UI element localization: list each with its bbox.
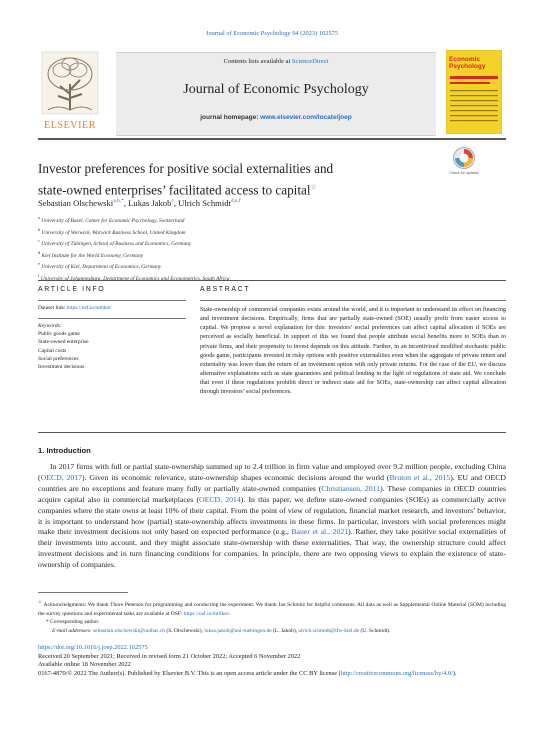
title-line-2: [38, 178, 438, 199]
license-end: ).: [452, 669, 457, 677]
dataset-link-line: [38, 305, 188, 311]
affiliation-text: University of Tübingen, School of Business and Economics, Germany: [41, 240, 192, 247]
author-affiliation-mark[interactable]: a,b,*: [113, 198, 124, 205]
affiliation-text: University of Johannesburg, Department of Economics and Econometrics, South Africa: [40, 275, 230, 282]
ack-mark: ☆: [38, 599, 43, 604]
author-name: Ulrich Schmidt: [178, 198, 231, 208]
intro-text: In 2017 firms with full or partial state-ownership summed up to 2.4 trillion in firm value and employed over 9.2 million people, excluding China (: [38, 462, 506, 482]
dataset-link[interactable]: https://osf.io/mt6kst/: [66, 305, 112, 311]
keyword-item: Social preferences: [38, 355, 79, 362]
osf-link[interactable]: https://osf.io/mt6kst/: [183, 610, 230, 617]
title-rule: [38, 280, 506, 281]
available-online: Available online 18 November 2022: [38, 661, 131, 668]
email-link[interactable]: ulrich.schmidt@ifw-kiel.de: [298, 627, 360, 634]
article-info-heading: ARTICLE INFO: [38, 286, 106, 293]
affiliation-item: [38, 272, 498, 284]
affiliation-item: [38, 226, 498, 238]
corresponding-footnote: [38, 618, 506, 627]
ack-text: Acknowledgments: We thank Thore Petersen for programming and conducting the experiment. We thank Jan Schmitz for helpful comments. All data as well as Supplemental Online Material (SOM) including the survey questions and experimental tasks are available at OSF:: [38, 601, 506, 617]
homepage-line: [116, 114, 436, 121]
article-info-rule: [38, 300, 186, 301]
abstract-text: State-ownership of commercial companies exists around the world, and it is important to understand its effect on financing and investment decisions. Empirically, firms that are partially state-owned (SOE) usually profit from easier access to capital. We propose a novel explanation for this: investors’ social preferences can affect capital allocation if SOEs are perceived as socially beneficial. In support of this we found that people attribute social benefits more to SOEs than to private firms, and their propensity to invest depends on this attitude. Further, in an incentivized modified stochastic public goods game, participants invested in risky options with positive externalities even when the aggregate of private return and externality was lower than the return of an investment option with only private returns. For the case of the EU, we discuss alternative explanations such as state guarantees and political lending in the light of regulations of state aid. We conclude that even if these regulations prohibit direct or indirect state aid for SOEs, state-ownership can affect capital allocation through investors’ social preferences.: [200, 307, 506, 396]
affiliation-mark: d: [38, 249, 41, 255]
license-link[interactable]: http://creativecommons.org/licenses/by/4.0/: [340, 669, 453, 677]
publisher-name: ELSEVIER: [43, 120, 97, 131]
intro-text: ). EU and OECD countries are no exceptions and feature many fully or partially state-owned companies (: [38, 472, 506, 493]
contents-line: [116, 58, 436, 65]
author-list: Sebastian Olschewski$^{a,b,*}$, Lukas Jakob$^c$, Ulrich Schmidt$^{d,e,f}$: [38, 198, 241, 208]
email-owner: (U. Schmidt).: [359, 627, 391, 634]
dataset-label: Dataset link:: [38, 305, 66, 311]
affiliation-text: University of Kiel, Department of Economics, Germany: [41, 263, 162, 270]
affiliation-text: Kiel Institute for the World Economy, Germany: [41, 252, 144, 259]
citation-link[interactable]: OECD, 2017: [40, 472, 83, 482]
footnotes: [38, 598, 506, 636]
abstract-bottom-rule: [38, 432, 506, 433]
intro-text: ). Given its economic relevance, state-ownership shapes economic decisions around the world (: [82, 472, 390, 482]
title-line-2-text: state-owned enterprises’ facilitated access to capital: [38, 182, 311, 198]
author-name: Lukas Jakob: [128, 198, 172, 208]
ack-end: .: [229, 610, 231, 617]
intro-paragraph-1: [38, 462, 506, 571]
journal-cover[interactable]: [446, 50, 502, 134]
email-link[interactable]: sebastian.olschewski@unibas.ch: [93, 627, 166, 634]
cover-title: Economic Psychology: [449, 56, 486, 70]
corr-mark: *: [46, 619, 49, 626]
affiliation-item: [38, 237, 498, 249]
corr-text: Corresponding author.: [50, 619, 100, 626]
affiliation-mark: e: [38, 261, 40, 266]
header-rule: [38, 138, 506, 140]
section-heading-introduction: 1. Introduction: [38, 446, 91, 455]
abstract-heading: ABSTRACT: [200, 286, 251, 293]
license-text: 0167-4870/© 2022 The Author(s). Published by Elsevier B.V. This is an open access article under the CC BY license (: [38, 669, 341, 677]
keyword-item: State-owned enterprise: [38, 339, 89, 346]
paper-title: [38, 160, 438, 199]
keywords-block: [38, 322, 188, 371]
affiliation-text: University of Basel, Center for Economic Psychology, Switzerland: [41, 217, 185, 224]
article-footer: [38, 644, 506, 678]
title-footnote-mark[interactable]: ☆: [310, 183, 317, 191]
affiliation-mark: a: [38, 215, 40, 220]
keywords-label: Keywords:: [38, 323, 62, 329]
keyword-item: Public goods game: [38, 331, 80, 338]
journal-title: Journal of Economic Psychology: [183, 82, 369, 97]
affiliation-list: [38, 214, 498, 283]
affiliation-text: University of Warwick, Warwick Business School, United Kingdom: [41, 229, 186, 236]
affiliation-mark: b: [38, 226, 41, 232]
email-owner: (S. Olschewski),: [165, 627, 205, 634]
citation-link[interactable]: OECD, 2014: [199, 494, 241, 504]
intro-text: ). In this paper, we define state-owned companies (SOEs) as commercially active companies where the state owns at least 10% of their capital. From the point of view of regulation, financial market research, and investors’ behavior, it is important to understand how (partial) state-ownership affects investments in these firms. In particular, investors with social preferences might make their investment decisions not only based on expected performance (e.g.,: [38, 494, 506, 537]
check-updates-icon: [452, 146, 476, 170]
author-affiliation-mark[interactable]: c: [171, 198, 174, 205]
affiliation-mark: f: [38, 272, 40, 278]
intro-text: ). These companies in OECD countries acquire capital also in commercial marketplaces (: [38, 483, 506, 504]
affiliation-item: [38, 260, 498, 272]
introduction-body: [38, 462, 506, 571]
citation-link[interactable]: Bauer et al., 2021: [291, 527, 349, 537]
email-owner: (L. Jakob),: [271, 627, 299, 634]
email-label: E-mail addresses:: [52, 627, 92, 634]
citation-link[interactable]: Bruton et al., 2015: [389, 472, 451, 482]
keywords-rule: [38, 318, 186, 319]
check-updates-label: Check for updates: [449, 171, 479, 175]
acknowledgment-footnote: [38, 598, 506, 618]
license-line: [38, 670, 506, 679]
keyword-item: Capital costs: [38, 347, 67, 354]
elsevier-logo: [38, 50, 102, 134]
footnote-rule: [38, 592, 128, 593]
email-link[interactable]: lukas.jakob@uni-tuebingen.de: [204, 627, 272, 634]
author-affiliation-mark[interactable]: d,e,f: [230, 198, 241, 205]
affiliation-item: [38, 249, 498, 261]
journal-reference[interactable]: Journal of Economic Psychology 94 (2023) 102575: [205, 30, 339, 37]
received-dates: Received 20 September 2021; Received in revised form 21 October 2022; Accepted 6 November 2022: [38, 652, 301, 660]
abstract-rule: [200, 300, 506, 301]
check-for-updates-badge[interactable]: [449, 146, 479, 180]
affiliation-item: [38, 214, 498, 226]
homepage-link[interactable]: www.elsevier.com/locate/joep: [260, 114, 352, 121]
citation-link[interactable]: Christiansen, 2011: [321, 483, 381, 493]
affiliation-mark: c: [38, 238, 40, 243]
title-line-1: Investor preferences for positive social externalities and: [38, 161, 334, 176]
keyword-item: Investment decisions: [38, 364, 85, 371]
homepage-prefix: journal homepage:: [200, 114, 259, 121]
doi-link[interactable]: https://doi.org/10.1016/j.joep.2022.102575: [38, 644, 148, 651]
email-footnote: [38, 627, 506, 636]
intro-text: ). Rather, they take positive social externalities of their investments into account, and they might associate state-ownership with these externalities. That way, the ownership structure could affect investment decisions and in turn financing conditions for companies. In principle, there are two opposing views to explain the existence of state-ownership of companies.: [38, 527, 506, 570]
contents-prefix: Contents lists available at: [223, 58, 291, 65]
author-name: Sebastian Olschewski: [38, 198, 114, 208]
sciencedirect-link[interactable]: ScienceDirect: [291, 58, 329, 65]
